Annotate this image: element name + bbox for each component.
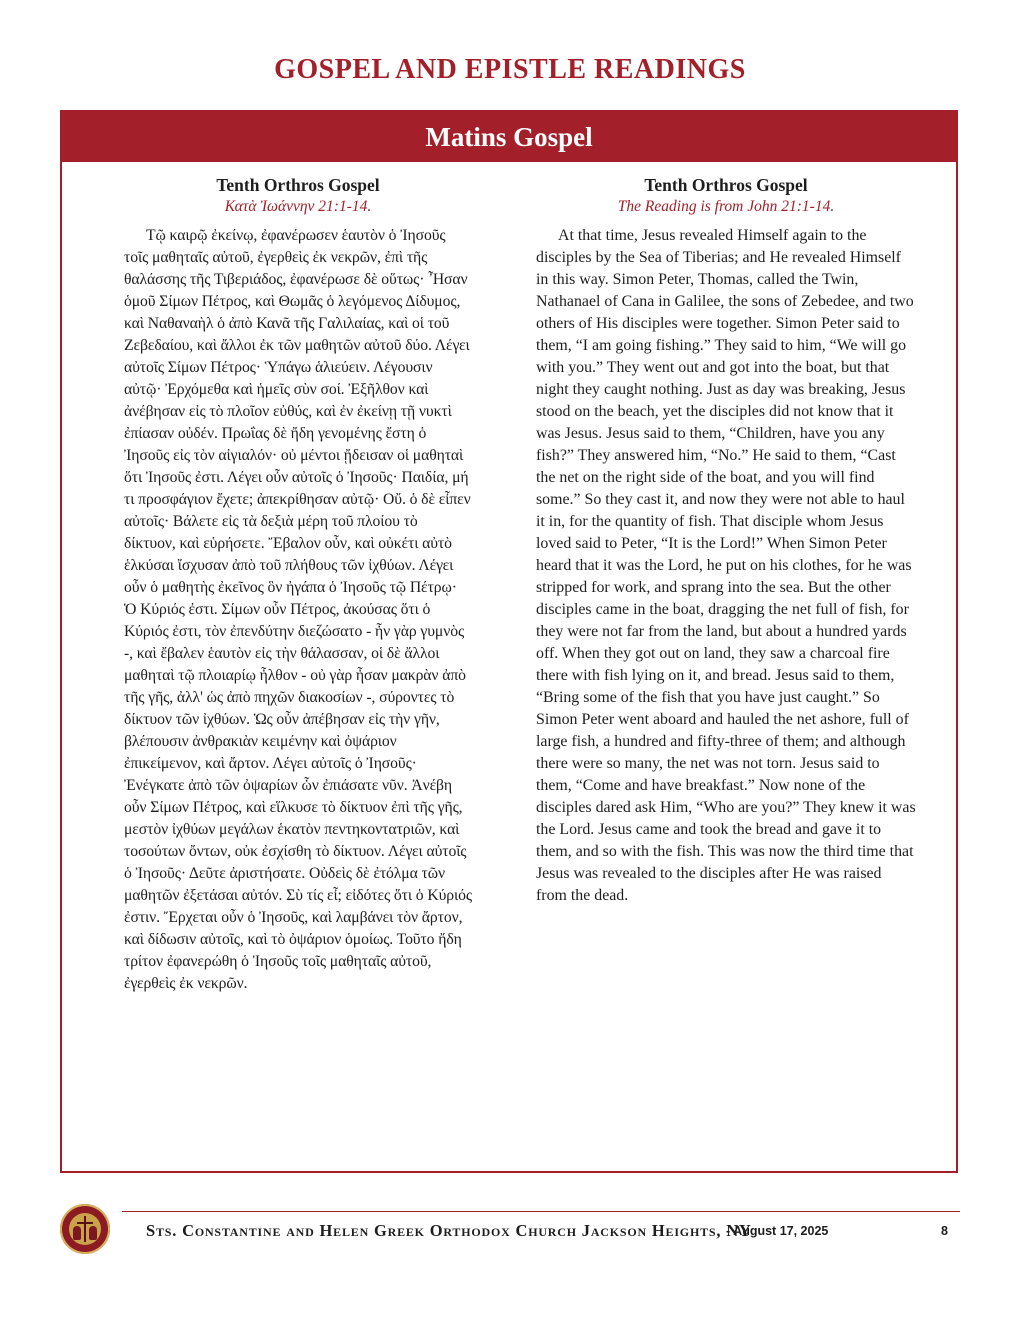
page-number: 8 (941, 1224, 948, 1238)
greek-reading-title: Tenth Orthros Gospel (216, 175, 380, 195)
english-reading-title: Tenth Orthros Gospel (644, 175, 808, 195)
english-reading-column (536, 174, 916, 907)
greek-reading-reference: Κατὰ Ἰωάννην 21:1-14. (224, 198, 372, 215)
english-reading-text: At that time, Jesus revealed Himself again to the disciples by the Sea of Tiberias; and He revealed Himself in this way. Simon Peter, Thomas, called the Twin, Nathanael of Cana in Galilee, the sons of Zebedee, and two others of His disciples were together. Simon Peter said to them, “I am going fishing.” They said to him, “We will go with you.” They went out and got into the boat, but that night they caught nothing. Just as day was breaking, Jesus stood on the beach, yet the disciples did not know that it was Jesus. Jesus said to them, “Children, have you any fish?” They answered him, “No.” He said to them, “Cast the net on the right side of the boat, and you will find some.” So they cast it, and now they were not able to haul it in, for the quantity of fish. That disciple whom Jesus loved said to Peter, “It is the Lord!” When Simon Peter heard that it was the Lord, he put on his clothes, for he was stripped for work, and sprang into the sea. But the other disciples came in the boat, dragging the net full of fish, for they were not far from the land, but about a hundred yards off. When they got out on land, they saw a charcoal fire there with fish lying on it, and bread. Jesus said to them, “Bring some of the fish that you have just caught.” So Simon Peter went aboard and hauled the net ashore, full of large fish, a hundred and fifty-three of them; and although there were so many, the net was not torn. Jesus said to them, “Come and have breakfast.” Now none of the disciples dared ask Him, “Who are you?” They knew it was the Lord. Jesus came and took the bread and gave it to them, and so with the fish. This was now the third time that Jesus was revealed to the disciples after He was raised from the dead. (536, 227, 916, 904)
greek-reading-text: Τῷ καιρῷ ἐκείνῳ, ἐφανέρωσεν ἑαυτὸν ὁ Ἰησοῦς τοῖς μαθηταῖς αὐτοῦ, ἐγερθεὶς ἐκ νεκρῶν, ἐπὶ τῆς θαλάσσης τῆς Τιβεριάδος, ἐφανέρωσε δὲ οὕτως· Ἦσαν ὁμοῦ Σίμων Πέτρος, καὶ Θωμᾶς ὁ λεγόμενος Δίδυμος, καὶ Ναθαναὴλ ὁ ἀπὸ Κανᾶ τῆς Γαλιλαίας, καὶ οἱ τοῦ Ζεβεδαίου, καὶ ἄλλοι ἐκ τῶν μαθητῶν αὐτοῦ δύο. Λέγει αὐτοῖς Σίμων Πέτρος· Ὑπάγω ἁλιεύειν. Λέγουσιν αὐτῷ· Ἐρχόμεθα καὶ ἡμεῖς σὺν σοί. Ἐξῆλθον καὶ ἀνέβησαν εἰς τὸ πλοῖον εὐθύς, καὶ ἐν ἐκείνῃ τῇ νυκτὶ ἐπίασαν οὐδέν. Πρωΐας δὲ ἤδη γενομένης ἔστη ὁ Ἰησοῦς εἰς τὸν αἰγιαλόν· οὐ μέντοι ᾔδεισαν οἱ μαθηταὶ ὅτι Ἰησοῦς ἐστι. Λέγει οὖν αὐτοῖς ὁ Ἰησοῦς· Παιδία, μή τι προσφάγιον ἔχετε; ἀπεκρίθησαν αὐτῷ· Οὔ. ὁ δὲ εἶπεν αὐτοῖς· Βάλετε εἰς τὰ δεξιὰ μέρη τοῦ πλοίου τὸ δίκτυον, καὶ εὑρήσετε. Ἔβαλον οὖν, καὶ οὐκέτι αὐτὸ ἑλκύσαι ἴσχυσαν ἀπὸ τοῦ πλήθους τῶν ἰχθύων. Λέγει οὖν ὁ μαθητὴς ἐκεῖνος ὃν ἠγάπα ὁ Ἰησοῦς τῷ Πέτρῳ· Ὁ Κύριός ἐστι. Σίμων οὖν Πέτρος, ἀκούσας ὅτι ὁ Κύριός ἐστι, τὸν ἐπενδύτην διεζώσατο - ἦν γὰρ γυμνὸς -, καὶ ἔβαλεν ἑαυτὸν εἰς τὴν θάλασσαν, οἱ δὲ ἄλλοι μαθηταὶ τῷ πλοιαρίῳ ἦλθον - οὐ γὰρ ἦσαν μακρὰν ἀπὸ τῆς γῆς, ἀλλ' ὡς ἀπὸ πηχῶν διακοσίων -, σύροντες τὸ δίκτυον τῶν ἰχθύων. Ὡς οὖν ἀπέβησαν εἰς τὴν γῆν, βλέπουσιν ἀνθρακιὰν κειμένην καὶ ὀψάριον ἐπικείμενον, καὶ ἄρτον. Λέγει αὐτοῖς ὁ Ἰησοῦς· Ἐνέγκατε ἀπὸ τῶν ὀψαρίων ὧν ἐπιάσατε νῦν. Ἀνέβη οὖν Σίμων Πέτρος, καὶ εἵλκυσε τὸ δίκτυον ἐπὶ τῆς γῆς, μεστὸν ἰχθύων μεγάλων ἑκατὸν πεντηκοντατριῶν, καὶ τοσούτων ὄντων, οὐκ ἐσχίσθη τὸ δίκτυον. Λέγει αὐτοῖς ὁ Ἰησοῦς· Δεῦτε ἀριστήσατε. Οὐδεὶς δὲ ἐτόλμα τῶν μαθητῶν ἐξετάσαι αὐτόν. Σὺ τίς εἶ; εἰδότες ὅτι ὁ Κύριός ἐστιν. Ἔρχεται οὖν ὁ Ἰησοῦς, καὶ λαμβάνει τὸν ἄρτον, καὶ δίδωσιν αὐτοῖς, καὶ τὸ ὀψάριον ὁμοίως. Τοῦτο ἤδη τρίτον ἐφανερώθη ὁ Ἰησοῦς τοῖς μαθηταῖς αὐτοῦ, ἐγερθεὶς ἐκ νεκρῶν. (124, 227, 472, 992)
page-title: GOSPEL AND EPISTLE READINGS (274, 54, 746, 85)
footer-divider (122, 1211, 960, 1212)
greek-reading-column (124, 174, 472, 995)
footer-date: - August 17, 2025 (726, 1224, 829, 1238)
readings-frame (60, 110, 958, 1173)
church-seal-icon (60, 1204, 110, 1254)
english-reading-reference: The Reading is from John 21:1-14. (617, 198, 835, 215)
section-banner: Matins Gospel (62, 112, 956, 162)
footer-church-name: Sts. Constantine and Helen Greek Orthodox Church Jackson Heights, NY (146, 1221, 752, 1240)
